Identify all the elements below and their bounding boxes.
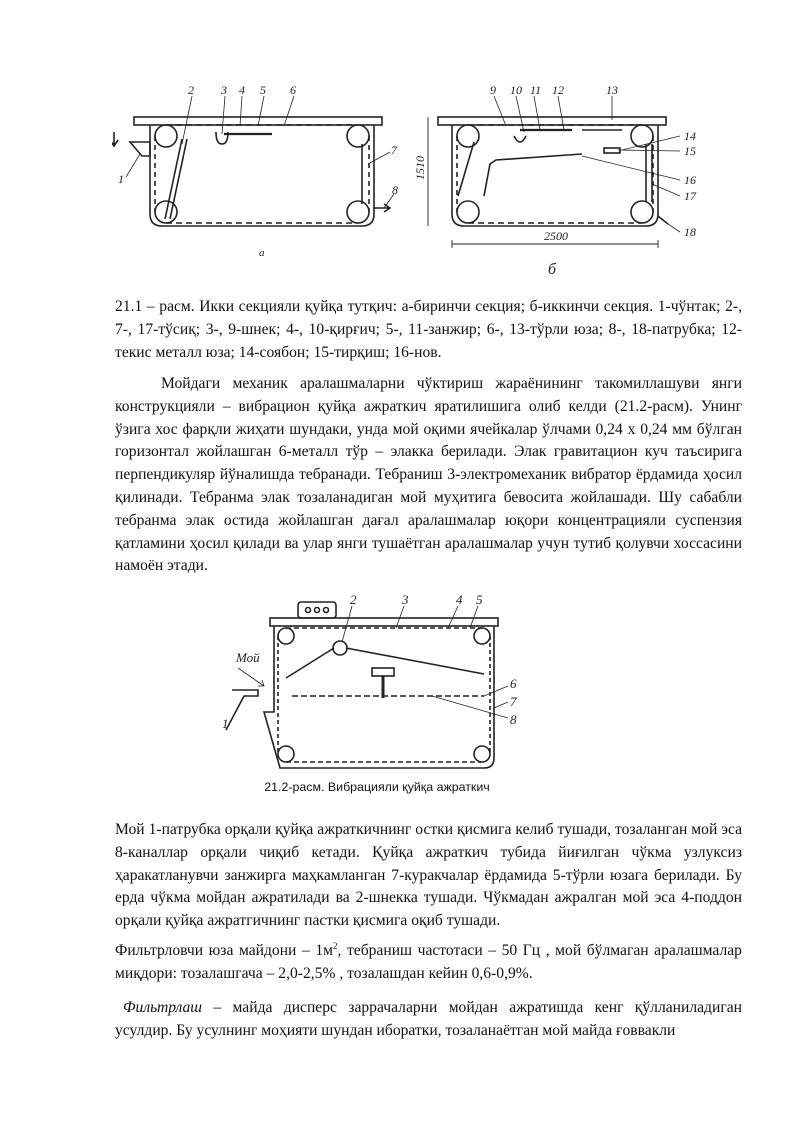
fig2-inlet-label: Мой xyxy=(236,650,260,665)
fig1-label-13: 13 xyxy=(606,84,618,97)
fig1-label-4: 4 xyxy=(239,84,245,97)
paragraph-specs xyxy=(115,940,742,986)
fig1-label-12: 12 xyxy=(552,84,564,97)
specs-superscript: 2 xyxy=(333,940,338,951)
fig2-label-7: 7 xyxy=(510,694,517,709)
figure1-caption: 21.1 – расм. Икки секцияли қуйқа тутқич: а-биринчи секция; б-иккинчи секция. 1-чўнтак; 2-, 7-, 17-тўсиқ; 3-, 9-шнек; 4-, 10-қирғич; 5-, 11-занжир; 6-, 13-тўрли юза; 8-, 18-патрубка; 12-текис металл юза; 14-соябон; 15-тирқиш; 16-нов. xyxy=(115,298,742,361)
fig2-label-6: 6 xyxy=(510,676,517,691)
fig1-label-14: 14 xyxy=(684,129,696,143)
specs-part1: Фильтрловчи юза майдони – 1м xyxy=(115,942,333,959)
paragraph-separator-operation: Мой 1-патрубка орқали қуйқа ажраткичнинг остки қисмига келиб тушади, тозаланган мой эса 8-каналлар орқали чиқиб кетади. Қуйқа ажраткич тубида йиғилган чўкма узлуксиз ҳаракатланувчи занжирга маҳкамланган 7-куракчалар ёрдамида 5-тўрли юзага берилади. Бу ерда чўкма мойдан ажратилади ва 2-шнекка тушади. Чўкмадан ажралган мой эса 4-поддон орқали қуйқа ажратгичнинг пастки қисмига оқиб тушади. xyxy=(115,821,742,930)
fig2-label-1: 1 xyxy=(222,716,229,731)
figure2-caption: 21.2-расм. Вибрацияли қуйқа ажраткич xyxy=(264,780,490,794)
fig1-label-5: 5 xyxy=(260,84,266,97)
fig1-label-6: 6 xyxy=(290,84,296,97)
fig1-label-17: 17 xyxy=(684,189,696,203)
dimension-width: 2500 xyxy=(544,229,568,243)
fig1-label-1: 1 xyxy=(118,172,124,186)
fig1-label-9: 9 xyxy=(490,84,496,97)
subfig-a-label: а xyxy=(259,247,265,259)
fig1-label-7: 7 xyxy=(391,143,397,157)
paragraph-vibration-separator: Мойдаги механик аралашмаларни чўктириш жараёнининг такомиллашуви янги конструкцияли – вибрацион қуйқа ажраткич яратилишига олиб келди (21.2-расм). Унинг ўзига хос фарқли жиҳати шундаки, унда мой оқими ячейкалар ўлчами 0,24 х 0,24 мм бўлган горизонтал жойлашган 6-металл тўр – элакка берилади. Элак гравитацион куч таъсирига перпендикуляр йўналишда тебранади. Тебраниш 3-электромеханик вибратор ёрдамида ҳосил қилинади. Тебранма элак тозаланадиган мой муҳитига бевосита жойлашади. Шу сабабли тебранма элак остида жойлашган дағал аралашмалар юқори концентрацияли суспензия қатламини ҳосил қилади ва улар янги тушаётган аралашмалар учун тутиб қолувчи хоссасини намоён этади. xyxy=(115,375,742,575)
fig1-label-15: 15 xyxy=(684,144,696,158)
specs-part2: , тебраниш частотаси – 50 Гц , мой бўлмаган аралашмалар миқдори: тозалашгача – 2,0-2,5% , тозалашдан кейин 0,6-0,9%. xyxy=(115,942,742,982)
fig1-label-11: 11 xyxy=(530,84,542,97)
fig2-label-4: 4 xyxy=(456,592,463,607)
fig1-label-10: 10 xyxy=(510,84,522,97)
paragraph-filtering xyxy=(115,997,742,1043)
fig1-label-3: 3 xyxy=(221,84,227,97)
dimension-height: 1510 xyxy=(413,156,427,180)
figure-vibration-sludge-separator xyxy=(222,590,532,775)
fig2-label-2: 2 xyxy=(350,592,357,607)
fig2-label-3: 3 xyxy=(402,592,409,607)
figure-two-section-sludge-trap xyxy=(112,84,702,284)
fig1-label-8: 8 xyxy=(392,183,398,197)
fig1-label-16: 16 xyxy=(684,173,696,187)
fig2-label-5: 5 xyxy=(476,592,483,607)
filtering-term: Фильтрлаш xyxy=(123,999,203,1016)
fig2-label-8: 8 xyxy=(510,712,517,727)
fig1-label-18: 18 xyxy=(684,225,696,239)
fig1-label-2: 2 xyxy=(188,84,194,97)
filtering-text: – майда дисперс заррачаларни мойдан ажратишда кенг қўлланиладиган усулдир. Бу усулнинг моҳияти шундан иборатки, тозаланаётган мой майда ғоввакли xyxy=(115,999,742,1039)
subfig-b-label: б xyxy=(548,261,557,278)
